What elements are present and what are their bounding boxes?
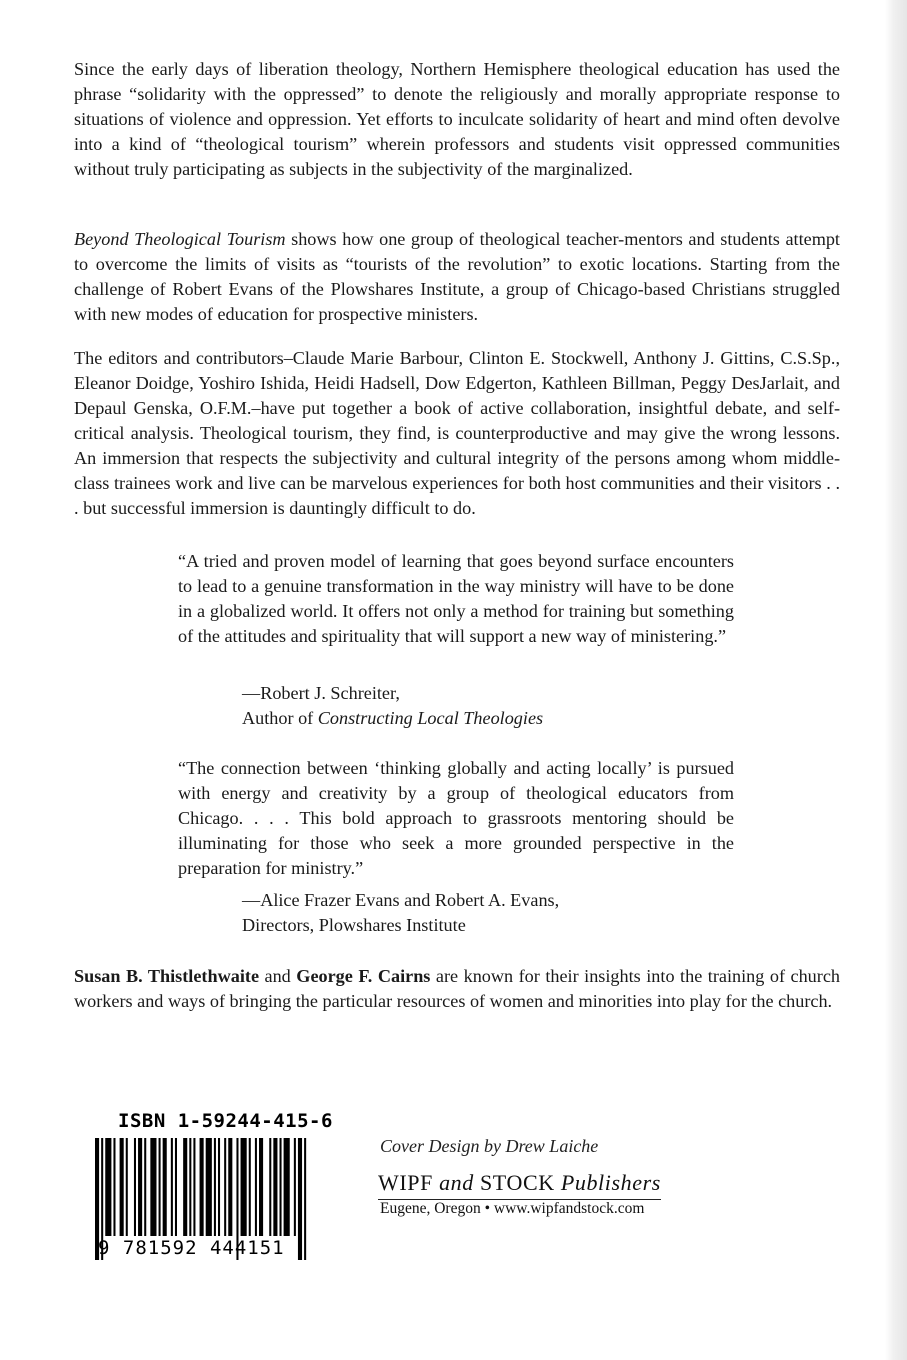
intro-paragraph: Since the early days of liberation theology, Northern Hemisphere theological education has used the phrase “solidarity with the oppressed” to denote the religiously and morally appropriate response to situations of violence and oppression. Yet efforts to inculcate solidarity of heart and mind often devolve into a kind of “theological tourism” wherein professors and students visit oppressed communities without truly participating as subjects in the subjectivity of the marginalized. <box>74 59 840 179</box>
authors-bio-paragraph <box>74 964 840 1014</box>
publisher-location: Eugene, Oregon • www.wipfandstock.com <box>380 1200 645 1217</box>
isbn-label: ISBN 1-59244-415-6 <box>118 1110 333 1132</box>
author-name-1: Susan B. Thistlethwaite <box>74 966 260 986</box>
endorser-role: Directors, Plowshares Institute <box>242 915 466 935</box>
spine-shadow <box>885 0 907 1360</box>
endorsement-attribution-2 <box>242 888 762 938</box>
endorser-name: —Robert J. Schreiter, <box>242 683 400 703</box>
endorser-book-title: Constructing Local Theologies <box>317 708 544 728</box>
barcode-digits: 9 781592 444151 <box>98 1237 285 1259</box>
cover-design-credit: Cover Design by Drew Laiche <box>380 1136 599 1156</box>
endorser-name: —Alice Frazer Evans and Robert A. Evans, <box>242 890 560 910</box>
endorser-role: Author of Constructing Local Theologies <box>242 708 544 728</box>
publisher-name: WIPF and STOCK Publishers <box>378 1170 661 1200</box>
book-description: shows how one group of theological teacher-mentors and students attempt to overcome the limits of visits as “tourists of the revolution” to exotic locations. Starting from the challenge of Robert Evans of the Plowshares Institute, a group of Chicago-based Christians struggled with new modes of education for prospective ministers. <box>74 229 840 324</box>
description-paragraph <box>74 227 840 327</box>
author-name-2: George F. Cairns <box>296 966 431 986</box>
endorsement-quote-1: “A tried and proven model of learning that goes beyond surface encounters to lead to a genuine transformation in the way ministry will have to be done in a globalized world. It offers not only a method for training but something of the attitudes and spirituality that will support a new way of ministering.” <box>178 551 734 646</box>
endorsement-quote-2: “The connection between ‘thinking globally and acting locally’ is pursued with energy and creativity by a group of theological educators from Chicago. . . . This bold approach to grassroots mentoring should be illuminating for those who seek a more grounded perspective in the preparation for ministry.” <box>178 758 734 878</box>
author-bio: are known for their insights into the training of church workers and ways of bringing the particular resources of women and minorities into play for the church. <box>74 966 840 1011</box>
endorsement-attribution-1 <box>242 681 762 731</box>
contributors-paragraph: The editors and contributors–Claude Marie Barbour, Clinton E. Stockwell, Anthony J. Gittins, C.S.Sp., Eleanor Doidge, Yoshiro Ishida, Heidi Hadsell, Dow Edgerton, Kathleen Billman, Peggy DesJarlait, and Depaul Genska, O.F.M.–have put together a book of active collaboration, insightful debate, and self-critical analysis. Theological tourism, they find, is counterproductive and may give the wrong lessons. An immersion that respects the subjectivity and cultural integrity of the persons among whom middle-class trainees work and live can be marvelous experiences for both host communities and their visitors . . . but successful immersion is dauntingly difficult to do. <box>74 348 840 518</box>
author-conjunction: and <box>259 966 297 986</box>
book-title: Beyond Theological Tourism <box>74 229 286 249</box>
